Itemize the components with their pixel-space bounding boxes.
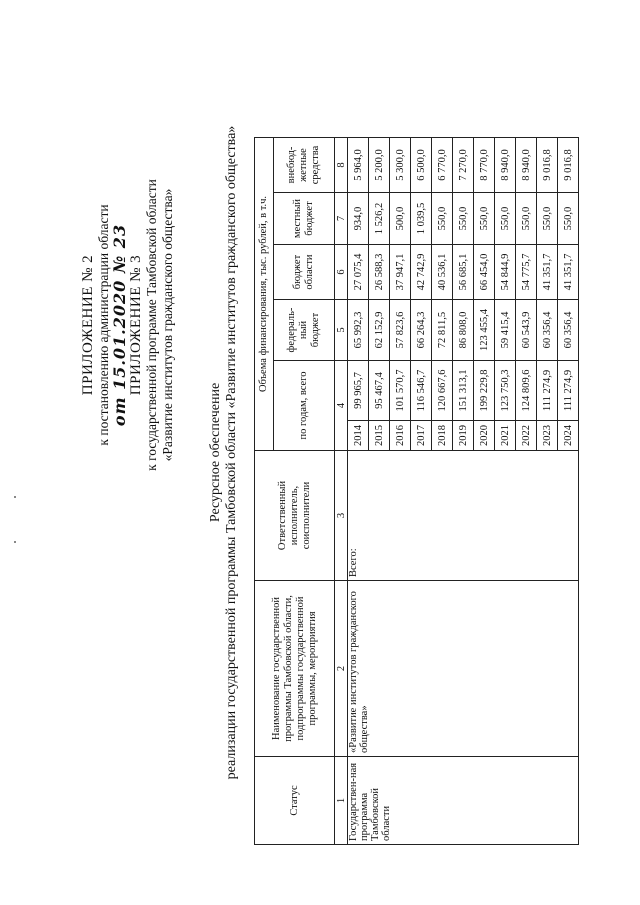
local-cell: 500,0 (390, 193, 411, 245)
regional-cell: 42 742,9 (411, 245, 432, 300)
extra-cell: 5 200,0 (369, 138, 390, 193)
total-cell: 95 467,4 (369, 361, 390, 421)
index-cell: 5 (335, 300, 348, 361)
header-status: Статус (255, 757, 335, 845)
total-cell: 199 229,8 (474, 361, 495, 421)
year-cell: 2023 (537, 421, 558, 451)
table-body (348, 138, 579, 845)
regional-cell: 54 775,7 (516, 245, 537, 300)
program-name: «Развитие институтов гражданского общества» (160, 188, 175, 462)
column-index-row (335, 138, 348, 845)
year-cell: 2016 (390, 421, 411, 451)
total-cell: 101 570,7 (390, 361, 411, 421)
total-cell: 124 809,6 (516, 361, 537, 421)
extra-cell: 8 940,0 (516, 138, 537, 193)
index-cell: 7 (335, 193, 348, 245)
header-local: местный бюджет (274, 193, 335, 245)
header-funding: Объема финансирования, тыс. рублей, в т.ч. (255, 138, 274, 451)
title-line-2: реализации государственной программы Тамбовской области «Развитие институтов гражданского общества» (224, 125, 239, 780)
total-cell: 116 546,7 (411, 361, 432, 421)
program-reference: к государственной программе Тамбовской области (144, 179, 159, 471)
header-name: Наименование государственной программы Тамбовской области, подпрограммы государственной программы, мероприятия (255, 581, 335, 757)
regional-cell: 27 075,4 (348, 245, 369, 300)
local-cell: 550,0 (495, 193, 516, 245)
local-cell: 1 039,5 (411, 193, 432, 245)
year-cell: 2024 (558, 421, 579, 451)
local-cell: 550,0 (516, 193, 537, 245)
total-cell: 111 274,9 (558, 361, 579, 421)
regional-cell: 26 588,3 (369, 245, 390, 300)
index-cell: 8 (335, 138, 348, 193)
index-cell: 1 (335, 757, 348, 845)
local-cell: 550,0 (453, 193, 474, 245)
extra-cell: 9 016,8 (558, 138, 579, 193)
total-cell: 123 750,3 (495, 361, 516, 421)
handwritten-date-number: от 15.01.2020 № 23 (110, 223, 129, 427)
header-extra: внебюд-жетные средства (274, 138, 335, 193)
annex-3-label: ПРИЛОЖЕНИЕ № 3 (128, 254, 144, 396)
title-line-1: Ресурсное обеспечение (208, 382, 223, 523)
extra-cell: 6 500,0 (411, 138, 432, 193)
document-header (80, 25, 176, 625)
resource-table (254, 137, 579, 845)
index-cell: 2 (335, 581, 348, 757)
header-regional: бюджет области (274, 245, 335, 300)
header-executor: Ответственный исполнитель, соисполнители (255, 451, 335, 581)
index-cell: 3 (335, 451, 348, 581)
year-cell: 2021 (495, 421, 516, 451)
header-by-year: по годам, всего (274, 361, 335, 451)
extra-cell: 8 770,0 (474, 138, 495, 193)
total-cell: 99 965,7 (348, 361, 369, 421)
regional-cell: 66 454,0 (474, 245, 495, 300)
federal-cell: 59 415,4 (495, 300, 516, 361)
local-cell: 1 526,2 (369, 193, 390, 245)
total-cell: 111 274,9 (537, 361, 558, 421)
index-cell: 6 (335, 245, 348, 300)
local-cell: 550,0 (432, 193, 453, 245)
regional-cell: 41 351,7 (537, 245, 558, 300)
local-cell: 934,0 (348, 193, 369, 245)
header-federal: федераль-ный бюджет (274, 300, 335, 361)
federal-cell: 60 543,9 (516, 300, 537, 361)
local-cell: 550,0 (474, 193, 495, 245)
year-cell: 2019 (453, 421, 474, 451)
total-cell: 151 313,1 (453, 361, 474, 421)
federal-cell: 123 455,4 (474, 300, 495, 361)
index-cell: 4 (335, 361, 348, 451)
local-cell: 550,0 (537, 193, 558, 245)
local-cell: 550,0 (558, 193, 579, 245)
regional-cell: 40 536,1 (432, 245, 453, 300)
year-cell: 2015 (369, 421, 390, 451)
extra-cell: 7 270,0 (453, 138, 474, 193)
year-cell: 2017 (411, 421, 432, 451)
regional-cell: 41 351,7 (558, 245, 579, 300)
year-cell: 2022 (516, 421, 537, 451)
year-cell: 2018 (432, 421, 453, 451)
annex-2-label: ПРИЛОЖЕНИЕ № 2 (80, 254, 96, 396)
federal-cell: 86 808,0 (453, 300, 474, 361)
document-title (208, 0, 240, 905)
federal-cell: 62 152,9 (369, 300, 390, 361)
extra-cell: 6 770,0 (432, 138, 453, 193)
federal-cell: 66 264,3 (411, 300, 432, 361)
regional-cell: 37 947,1 (390, 245, 411, 300)
year-cell: 2020 (474, 421, 495, 451)
regional-cell: 56 685,1 (453, 245, 474, 300)
federal-cell: 60 356,4 (558, 300, 579, 361)
total-cell: 120 667,6 (432, 361, 453, 421)
program-name-cell: «Развитие институтов гражданского общества» (348, 581, 579, 757)
decree-reference: к постановлению администрации области (96, 204, 111, 446)
federal-cell: 65 992,3 (348, 300, 369, 361)
year-cell: 2014 (348, 421, 369, 451)
executor-cell: Всего: (348, 451, 579, 581)
federal-cell: 72 811,5 (432, 300, 453, 361)
federal-cell: 57 823,6 (390, 300, 411, 361)
extra-cell: 9 016,8 (537, 138, 558, 193)
extra-cell: 5 300,0 (390, 138, 411, 193)
extra-cell: 8 940,0 (495, 138, 516, 193)
regional-cell: 54 844,9 (495, 245, 516, 300)
extra-cell: 5 964,0 (348, 138, 369, 193)
status-cell: Государствен-ная программа Тамбовской области (348, 757, 579, 845)
table-row (348, 138, 369, 845)
federal-cell: 60 356,4 (537, 300, 558, 361)
